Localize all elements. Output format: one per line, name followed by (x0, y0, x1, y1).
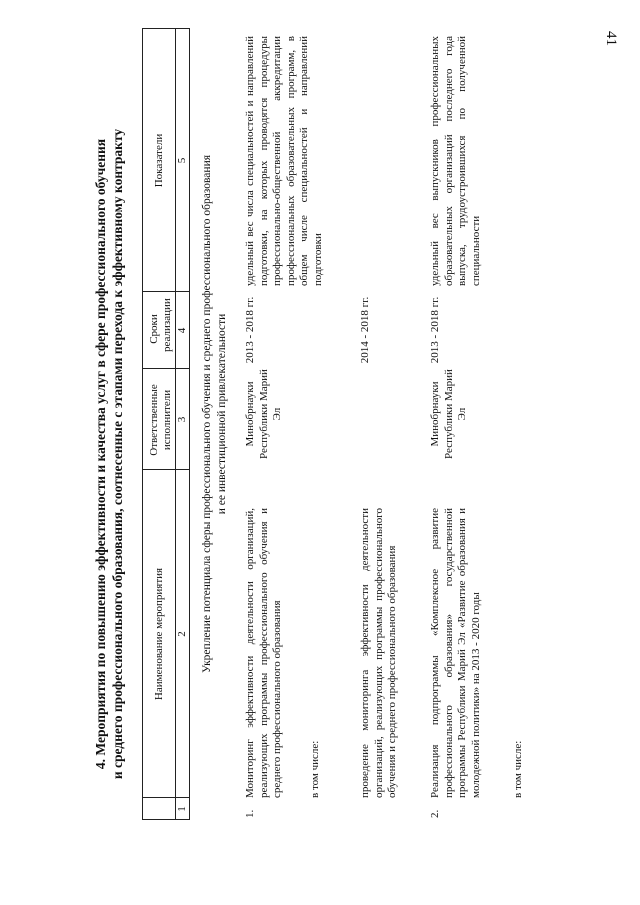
row-period: 2013 - 2018 гг. (244, 296, 256, 364)
row-executor: Минобрнауки Республики Марий Эл (429, 369, 468, 459)
header-name: Наименование мероприятия (153, 567, 165, 701)
row-number: 2. (429, 809, 441, 818)
column-number-3: 3 (176, 416, 188, 423)
heading-line-1: 4. Мероприятия по повышению эффективности и качества услуг в сфере профессионального обучения (93, 138, 108, 770)
table-top-border (142, 28, 143, 820)
header-indicators: Показатели (153, 133, 165, 188)
section-title-line-1: Укрепление потенциала сферы профессионального обучения и среднего профессионального образования (201, 154, 213, 674)
column-number-1: 1 (176, 806, 188, 812)
page-number: 41 (603, 31, 619, 46)
heading-line-2: и среднего профессионального образования, соотнесенные с этапами перехода к эффективному контракту (110, 128, 125, 780)
row-sub-label: в том числе: (512, 740, 524, 798)
column-number-4: 4 (176, 327, 188, 334)
document-heading (92, 28, 126, 880)
section-title-line-2: и ее инвестиционной привлекательности (216, 313, 228, 515)
header-period: Сроки реализации (148, 298, 173, 352)
row-indicator: удельный вес выпускников профессиональных образовательных организаций последнего года выпуска, трудоустроившихся по полученной специальности (429, 36, 482, 286)
row-number: 1. (244, 809, 256, 818)
table-number-row-divider (189, 28, 190, 820)
rotated-sheet (92, 28, 640, 880)
row-sub-item: проведение мониторинга эффективности деятельности организаций, реализующих программы профессионального обучения и среднего профессионального образования (359, 508, 398, 798)
row-name: Мониторинг эффективности деятельности организаций, реализующих программы профессионального обучения и среднего профессионального образования (244, 508, 283, 798)
row-indicator: удельный вес числа специальностей и направлений подготовки, на которых проводятся процедуры профессионально-общественной аккредитации профессиональных образовательных программ, в общем числе специальностей и направлений подготовки (244, 36, 324, 286)
row-name: Реализация подпрограммы «Комплексное развитие профессионального образования» государственной программы Республики Марий Эл «Развитие образования и молодежной политики» на 2013 - 2020 годы (429, 508, 482, 798)
row-executor: Минобрнауки Республики Марий Эл (244, 369, 283, 459)
row-sub-period: 2014 - 2018 гг. (359, 296, 371, 364)
row-period: 2013 - 2018 гг. (429, 296, 441, 364)
row-sub-label: в том числе: (309, 740, 321, 798)
column-number-2: 2 (176, 631, 188, 637)
header-executors: Ответственные исполнители (148, 384, 173, 456)
column-number-5: 5 (176, 157, 188, 164)
